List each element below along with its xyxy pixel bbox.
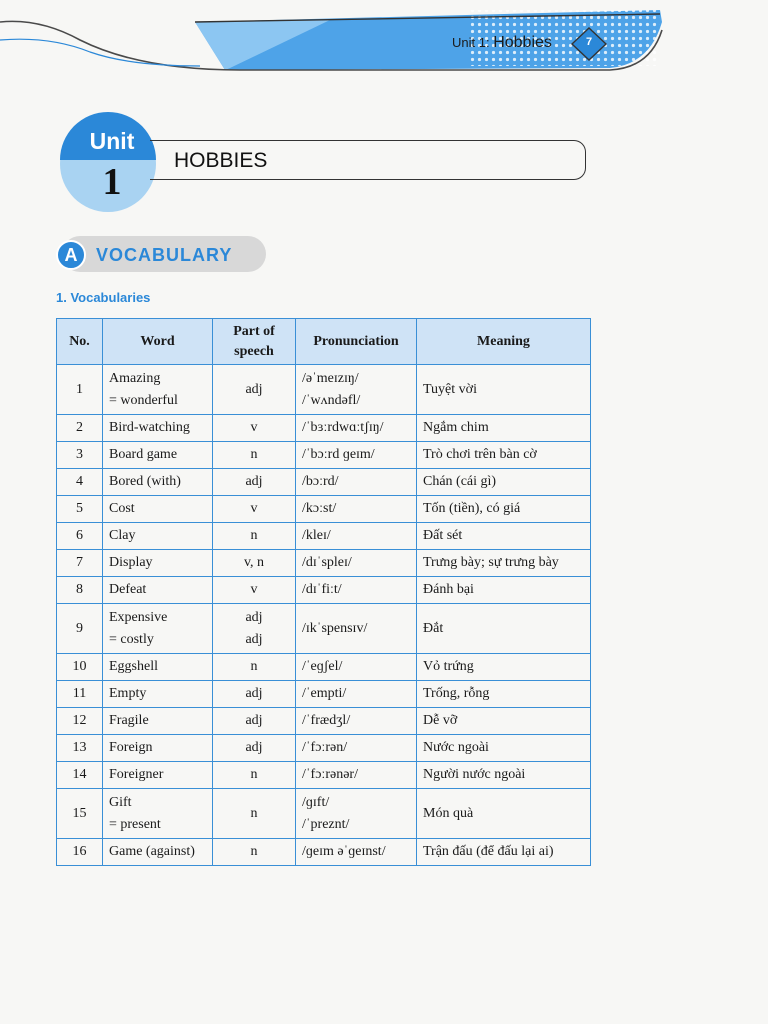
cell-pronunciation (296, 577, 417, 604)
cell-word (103, 415, 213, 442)
vocabulary-table (56, 318, 591, 866)
table-row (57, 523, 591, 550)
cell-pronunciation-line: /ˈfɔːrən/ (302, 740, 348, 755)
header-no: No. (57, 319, 103, 365)
cell-no: 7 (57, 550, 103, 577)
cell-part-of-speech-line: v (250, 501, 258, 516)
cell-part-of-speech (213, 496, 296, 523)
cell-no: 10 (57, 654, 103, 681)
cell-pronunciation (296, 604, 417, 654)
cell-no: 9 (57, 604, 103, 654)
table-row (57, 708, 591, 735)
table-row (57, 550, 591, 577)
cell-pronunciation (296, 442, 417, 469)
cell-part-of-speech-line: adj (245, 381, 263, 397)
cell-word (103, 839, 213, 866)
table-row (57, 604, 591, 654)
cell-part-of-speech (213, 550, 296, 577)
cell-part-of-speech (213, 654, 296, 681)
cell-pronunciation-line: /ˈfɔːrənər/ (302, 767, 358, 782)
cell-no: 11 (57, 681, 103, 708)
table-row (57, 789, 591, 839)
cell-meaning: Tuyệt vời (417, 365, 591, 415)
cell-no: 16 (57, 839, 103, 866)
cell-part-of-speech (213, 735, 296, 762)
cell-part-of-speech (213, 365, 296, 415)
cell-pronunciation-line: /ˈwʌndəfl/ (302, 392, 361, 408)
cell-word-line: Bird-watching (109, 420, 190, 435)
cell-pronunciation-line: /ɪkˈspensɪv/ (302, 620, 368, 636)
cell-pronunciation (296, 365, 417, 415)
cell-part-of-speech (213, 523, 296, 550)
cell-pronunciation (296, 708, 417, 735)
page-number: 7 (585, 36, 593, 48)
cell-word (103, 789, 213, 839)
header-meaning: Meaning (417, 319, 591, 365)
header-pronunciation: Pronunciation (296, 319, 417, 365)
cell-word-line: Bored (with) (109, 474, 181, 489)
cell-word (103, 735, 213, 762)
table-row (57, 839, 591, 866)
header-part-of-speech: Part of speech (213, 319, 296, 365)
subheading: 1. Vocabularies (56, 290, 151, 305)
header-word: Word (103, 319, 213, 365)
cell-word (103, 469, 213, 496)
cell-no: 12 (57, 708, 103, 735)
cell-part-of-speech (213, 681, 296, 708)
cell-part-of-speech (213, 604, 296, 654)
cell-word-line: Defeat (109, 582, 147, 597)
cell-meaning: Dễ vỡ (417, 708, 591, 735)
cell-part-of-speech (213, 577, 296, 604)
cell-part-of-speech-line: v, n (243, 555, 265, 570)
cell-word-line: Foreign (109, 740, 153, 755)
cell-word-line: = wonderful (109, 392, 178, 408)
cell-part-of-speech-line: adj (245, 631, 263, 647)
section-title: VOCABULARY (96, 245, 233, 265)
table-body (57, 365, 591, 866)
cell-word (103, 681, 213, 708)
cell-pronunciation (296, 469, 417, 496)
cell-pronunciation-line: /kɔːst/ (302, 501, 337, 516)
running-head-unit: Unit 1: (452, 35, 494, 50)
cell-pronunciation-line: /ɡɪft/ (302, 794, 330, 810)
cell-word (103, 577, 213, 604)
unit-label: Unit (89, 128, 135, 154)
cell-no: 4 (57, 469, 103, 496)
cell-part-of-speech-line: n (250, 805, 258, 821)
cell-pronunciation-line: /ˈpreznt/ (302, 816, 350, 832)
cell-word (103, 762, 213, 789)
cell-pronunciation (296, 654, 417, 681)
cell-part-of-speech (213, 708, 296, 735)
cell-part-of-speech-line: n (250, 659, 258, 674)
unit-number: 1 (102, 161, 122, 203)
cell-part-of-speech-line: adj (245, 713, 263, 728)
table-row (57, 762, 591, 789)
cell-meaning: Trận đấu (để đấu lại ai) (417, 839, 591, 866)
cell-pronunciation-line: /ˈbɔːrd ɡeɪm/ (302, 447, 375, 462)
cell-part-of-speech-line: v (250, 420, 258, 435)
cell-meaning: Ngắm chim (417, 415, 591, 442)
unit-title: HOBBIES (174, 149, 268, 172)
cell-word-line: Cost (109, 501, 135, 516)
table-row (57, 654, 591, 681)
cell-word (103, 550, 213, 577)
cell-no: 13 (57, 735, 103, 762)
cell-no: 15 (57, 789, 103, 839)
cell-word-line: = present (109, 816, 161, 832)
cell-pronunciation-line: /ˈfrædʒl/ (302, 713, 351, 728)
cell-no: 5 (57, 496, 103, 523)
cell-pronunciation-line: /ˈeɡʃel/ (302, 659, 343, 674)
cell-word-line: Game (against) (109, 844, 195, 859)
cell-meaning: Trò chơi trên bàn cờ (417, 442, 591, 469)
cell-part-of-speech-line: adj (245, 474, 263, 489)
cell-meaning: Trống, rỗng (417, 681, 591, 708)
running-head (452, 34, 552, 52)
cell-pronunciation-line: /kleɪ/ (302, 528, 331, 543)
section-letter-icon: A (56, 240, 86, 270)
cell-meaning: Người nước ngoài (417, 762, 591, 789)
cell-word-line: Eggshell (109, 659, 158, 674)
cell-no: 3 (57, 442, 103, 469)
cell-part-of-speech-line: v (250, 582, 258, 597)
cell-meaning: Nước ngoài (417, 735, 591, 762)
cell-no: 1 (57, 365, 103, 415)
cell-pronunciation-line: /dɪˈspleɪ/ (302, 555, 352, 570)
cell-part-of-speech (213, 415, 296, 442)
cell-pronunciation-line: /ˈempti/ (302, 686, 347, 701)
header-decoration (0, 0, 768, 90)
table-row (57, 469, 591, 496)
cell-no: 2 (57, 415, 103, 442)
cell-no: 6 (57, 523, 103, 550)
cell-part-of-speech (213, 469, 296, 496)
cell-pronunciation-line: /əˈmeɪzɪŋ/ (302, 370, 359, 386)
cell-word (103, 523, 213, 550)
cell-meaning: Đất sét (417, 523, 591, 550)
cell-word (103, 708, 213, 735)
table-row (57, 365, 591, 415)
cell-pronunciation (296, 789, 417, 839)
table-row (57, 415, 591, 442)
cell-part-of-speech (213, 442, 296, 469)
cell-part-of-speech-line: adj (245, 740, 263, 755)
cell-meaning: Đắt (417, 604, 591, 654)
cell-part-of-speech-line: n (250, 767, 258, 782)
cell-pronunciation (296, 523, 417, 550)
cell-part-of-speech-line: adj (245, 609, 263, 625)
cell-meaning: Vỏ trứng (417, 654, 591, 681)
cell-meaning: Món quà (417, 789, 591, 839)
table-row (57, 577, 591, 604)
cell-pronunciation (296, 681, 417, 708)
cell-pronunciation-line: /ɡeɪm əˈɡeɪnst/ (302, 844, 386, 859)
running-head-title: Hobbies (493, 34, 552, 51)
cell-word-line: Fragile (109, 713, 149, 728)
cell-word-line: Display (109, 555, 153, 570)
cell-no: 8 (57, 577, 103, 604)
table-row (57, 681, 591, 708)
table-header-row (57, 319, 591, 365)
cell-word (103, 365, 213, 415)
cell-part-of-speech-line: adj (245, 686, 263, 701)
cell-pronunciation (296, 735, 417, 762)
cell-word (103, 604, 213, 654)
cell-word (103, 654, 213, 681)
cell-part-of-speech (213, 789, 296, 839)
cell-pronunciation (296, 839, 417, 866)
cell-word-line: Expensive (109, 609, 168, 625)
cell-pronunciation (296, 415, 417, 442)
cell-pronunciation-line: /dɪˈfiːt/ (302, 582, 342, 597)
cell-word-line: Board game (109, 447, 178, 462)
cell-pronunciation (296, 496, 417, 523)
cell-meaning: Chán (cái gì) (417, 469, 591, 496)
table-row (57, 442, 591, 469)
cell-part-of-speech (213, 762, 296, 789)
cell-word-line: Clay (109, 528, 136, 543)
cell-part-of-speech-line: n (250, 447, 258, 462)
cell-pronunciation (296, 550, 417, 577)
cell-word-line: Empty (109, 686, 147, 701)
cell-word (103, 496, 213, 523)
cell-pronunciation-line: /bɔːrd/ (302, 474, 339, 489)
cell-pronunciation-line: /ˈbɜːrdwɑːtʃɪŋ/ (302, 420, 384, 435)
cell-meaning: Đánh bại (417, 577, 591, 604)
cell-word-line: = costly (109, 631, 154, 647)
cell-pronunciation (296, 762, 417, 789)
cell-word-line: Amazing (109, 370, 161, 386)
cell-no: 14 (57, 762, 103, 789)
cell-part-of-speech-line: n (250, 844, 258, 859)
cell-word (103, 442, 213, 469)
table-row (57, 735, 591, 762)
cell-word-line: Foreigner (109, 767, 164, 782)
cell-word-line: Gift (109, 794, 132, 810)
table-row (57, 496, 591, 523)
cell-part-of-speech-line: n (250, 528, 258, 543)
cell-meaning: Trưng bày; sự trưng bày (417, 550, 591, 577)
cell-part-of-speech (213, 839, 296, 866)
cell-meaning: Tốn (tiền), có giá (417, 496, 591, 523)
